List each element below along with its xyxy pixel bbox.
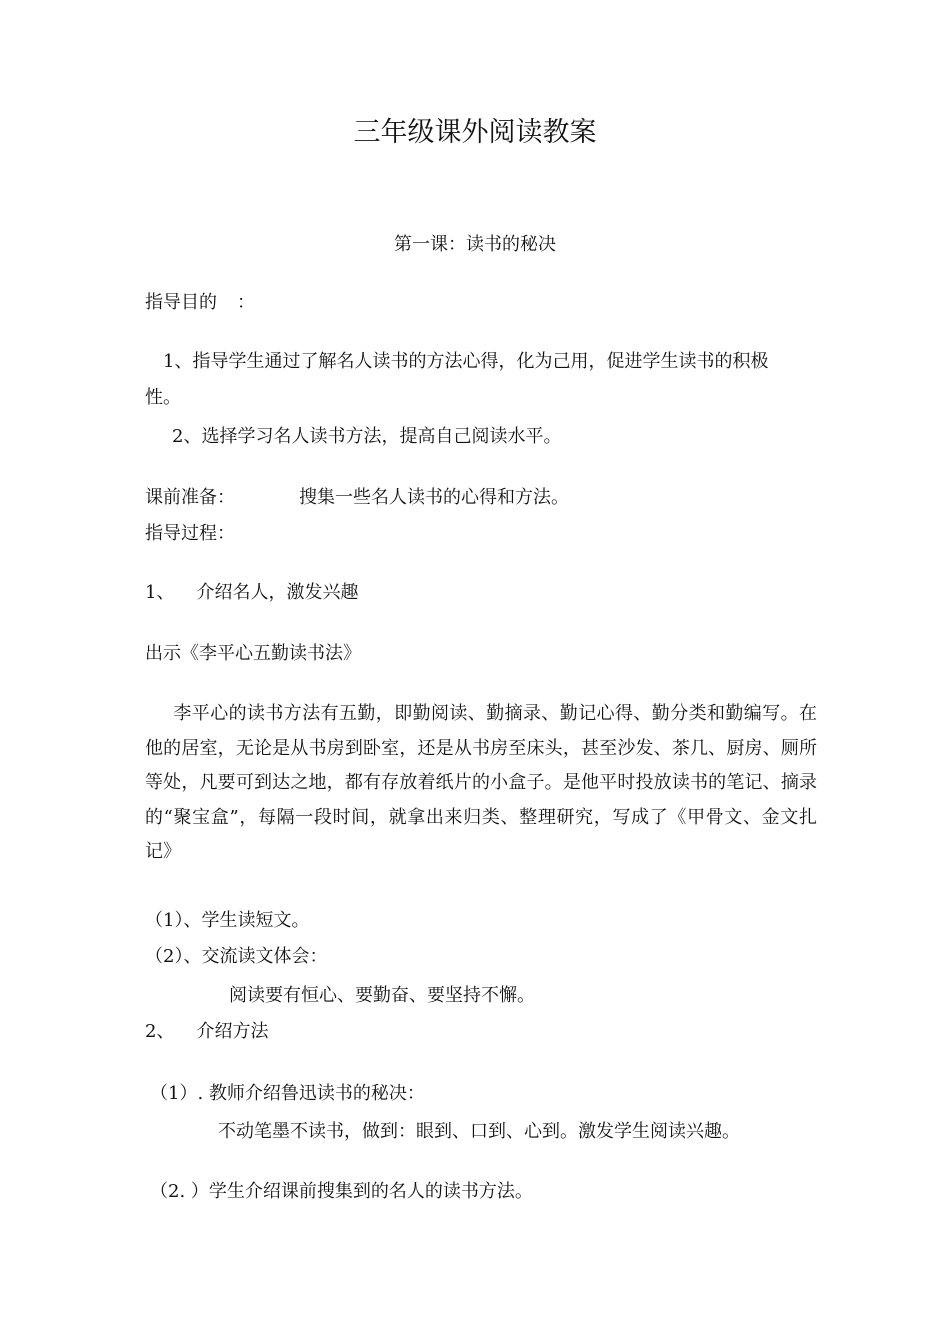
sub-item-2: （2）、交流读文体会： xyxy=(145,946,328,967)
prep-text: 搜集一些名人读书的心得和方法。 xyxy=(299,487,569,508)
step-1-text: 介绍名人，激发兴趣 xyxy=(196,582,359,603)
step-2-number: 2、 xyxy=(145,1021,175,1042)
show-text: 出示《李平心五勤读书法》 xyxy=(145,643,361,664)
goal-heading-line xyxy=(145,291,255,315)
method-1: （1）. 教师介绍鲁迅读书的秘决： xyxy=(150,1083,425,1104)
sub-item-1: （1）、学生读短文。 xyxy=(145,910,310,931)
prep-label: 课前准备： xyxy=(145,487,235,508)
goal-item-2: 2、选择学习名人读书方法，提高自己阅读水平。 xyxy=(172,426,562,447)
process-heading: 指导过程： xyxy=(145,523,235,544)
step-2-line xyxy=(145,1020,268,1044)
document-title: 三年级课外阅读教案 xyxy=(353,117,597,148)
step-1-number: 1、 xyxy=(145,582,175,603)
goal-item-1-line1: 1、指导学生通过了解名人读书的方法心得，化为己用，促进学生读书的积极 xyxy=(163,351,769,372)
step-2-text: 介绍方法 xyxy=(196,1021,269,1042)
sub-item-2-answer: 阅读要有恒心、要勤奋、要坚持不懈。 xyxy=(229,985,535,1006)
method-2: （2. ）学生介绍课前搜集到的名人的读书方法。 xyxy=(150,1181,533,1202)
step-1-line xyxy=(145,581,358,605)
goal-item-1-line2: 性。 xyxy=(145,387,181,408)
article-text: 李平心的读书方法有五勤，即勤阅读、勤摘录、勤记心得、勤分类和勤编写。在他的居室，无论是从书房到卧室，还是从书房至床头，甚至沙发、茶几、厨房、厕所等处，凡要可到达之地，都有存放着纸片的小盒子。是他平时投放读书的笔记、摘录的“聚宝盒”，每隔一段时间，就拿出来归类、整理研究，写成了《甲骨文、金文扎记》 xyxy=(145,703,817,862)
article-paragraph xyxy=(145,697,817,870)
method-1-detail: 不动笔墨不读书，做到：眼到、口到、心到。激发学生阅读兴趣。 xyxy=(218,1121,740,1142)
goal-colon: ： xyxy=(237,292,255,313)
prep-line xyxy=(145,486,569,510)
lesson-title: 第一课：读书的秘决 xyxy=(394,234,556,255)
goal-heading: 指导目的 xyxy=(145,292,217,313)
